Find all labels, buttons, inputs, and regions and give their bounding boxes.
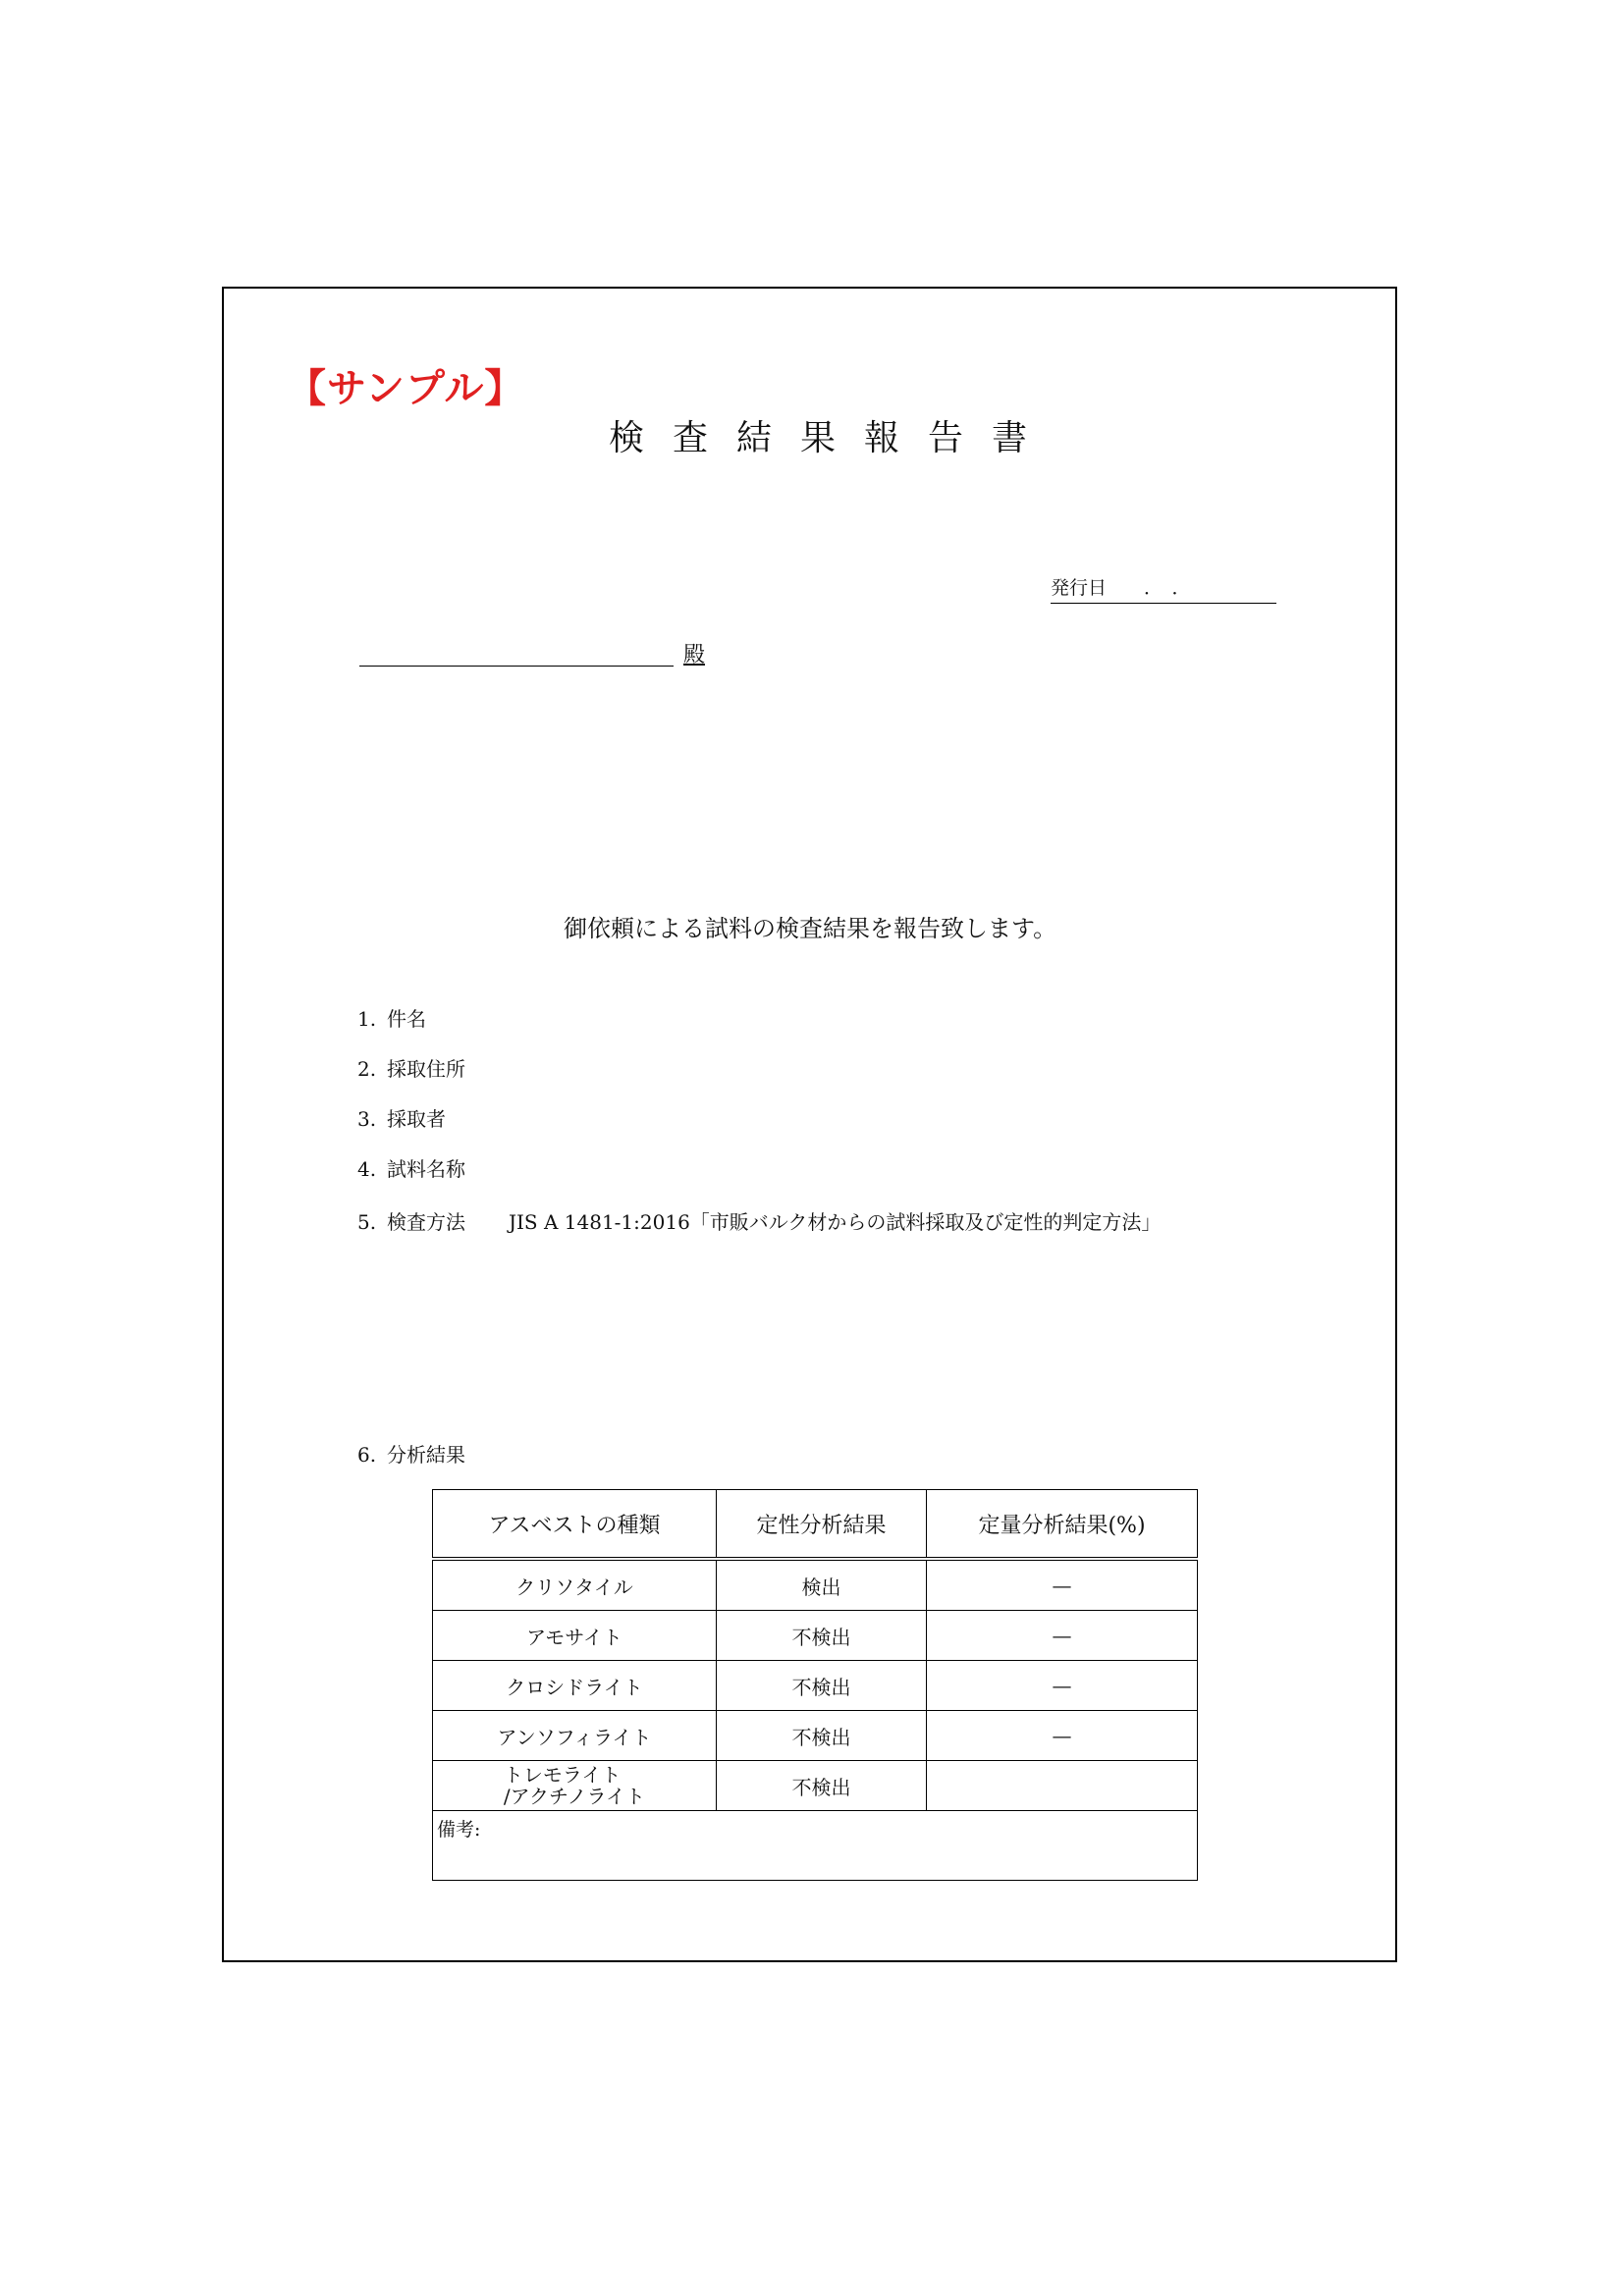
cell-qualitative: 不検出: [717, 1761, 927, 1811]
item-number: 5.: [357, 1210, 377, 1234]
cell-quantitative: [927, 1761, 1198, 1811]
item-label: 検査方法: [387, 1210, 465, 1234]
item-number: 3.: [357, 1107, 377, 1131]
table-row: [433, 1761, 1198, 1811]
item-number: 6.: [357, 1443, 377, 1467]
cell-qualitative: 不検出: [717, 1711, 927, 1761]
cell-qualitative: 検出: [717, 1559, 927, 1611]
header-qualitative: 定性分析結果: [717, 1490, 927, 1560]
item-sampler: [357, 1103, 446, 1132]
cell-qualitative: 不検出: [717, 1661, 927, 1711]
item-number: 2.: [357, 1057, 377, 1081]
table-row: [433, 1661, 1198, 1711]
header-asbestos-type: アスベストの種類: [433, 1490, 717, 1560]
cell-quantitative: —: [927, 1711, 1198, 1761]
item-sample-name: [357, 1153, 465, 1182]
results-heading: [357, 1439, 465, 1468]
page-title: 検査結果報告書: [609, 418, 1056, 458]
table-row: [433, 1559, 1198, 1611]
item-label: 分析結果: [387, 1443, 465, 1467]
recipient-name-line: [359, 666, 674, 667]
results-table: [432, 1489, 1198, 1881]
item-subject: [357, 1003, 426, 1032]
cell-type-two-line: [504, 1764, 645, 1807]
test-method-value: JIS A 1481-1:2016「市販バルク材からの試料採取及び定性的判定方法」: [509, 1210, 1162, 1234]
cell-quantitative: —: [927, 1611, 1198, 1661]
item-label: 採取住所: [387, 1057, 465, 1081]
cell-type: アモサイト: [433, 1611, 717, 1661]
item-test-method: [357, 1206, 465, 1235]
remarks-row: [433, 1811, 1198, 1881]
table-header-row: [433, 1490, 1198, 1560]
header-quantitative: 定量分析結果(%): [927, 1490, 1198, 1560]
cell-type-line1: トレモライト: [503, 1762, 622, 1787]
issue-date-field: 発行日 ． ．: [1051, 573, 1276, 604]
cell-quantitative: —: [927, 1661, 1198, 1711]
item-sampling-address: [357, 1053, 465, 1082]
cell-type: クリソタイル: [433, 1559, 717, 1611]
item-label: 試料名称: [387, 1157, 465, 1181]
item-number: 1.: [357, 1007, 377, 1031]
recipient-suffix: 殿: [683, 643, 706, 667]
cell-quantitative: —: [927, 1559, 1198, 1611]
cell-qualitative: 不検出: [717, 1611, 927, 1661]
cell-type: [433, 1761, 717, 1811]
remarks-cell: 備考:: [433, 1811, 1198, 1881]
item-number: 4.: [357, 1157, 377, 1181]
item-label: 件名: [387, 1007, 426, 1031]
cell-type: アンソフィライト: [433, 1711, 717, 1761]
intro-text: 御依頼による試料の検査結果を報告致します。: [564, 915, 1057, 942]
cell-type-line2: /アクチノライト: [503, 1784, 646, 1808]
cell-type: クロシドライト: [433, 1661, 717, 1711]
table-row: [433, 1711, 1198, 1761]
sample-label: 【サンプル】: [287, 366, 525, 411]
item-label: 採取者: [387, 1107, 446, 1131]
table-row: [433, 1611, 1198, 1661]
